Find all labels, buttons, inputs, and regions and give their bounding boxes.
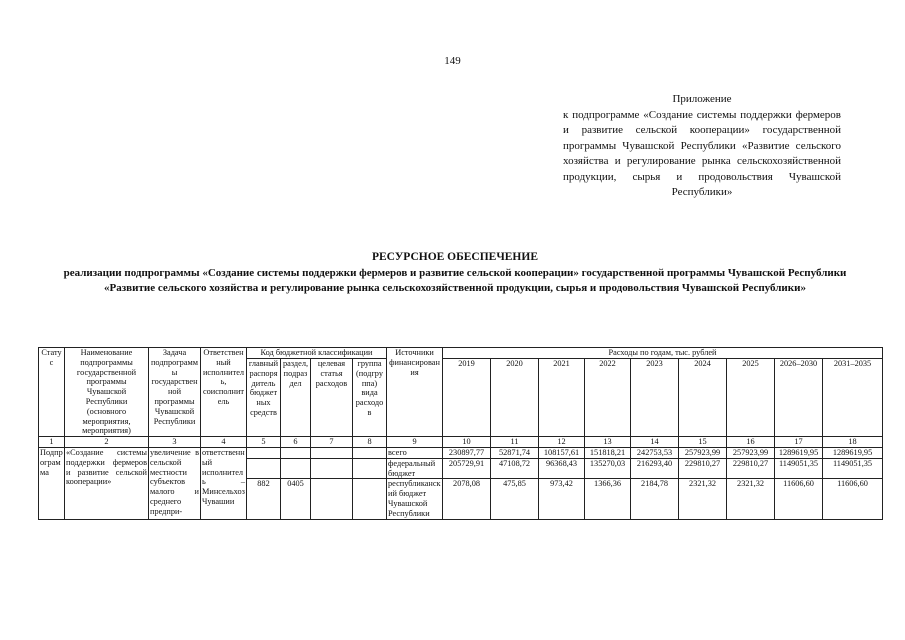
- cell-value: 475,85: [491, 479, 539, 519]
- cell-value: 2184,78: [631, 479, 679, 519]
- cell-value: 47108,72: [491, 458, 539, 479]
- appendix-title: Приложение: [672, 93, 732, 105]
- column-number-row: [39, 437, 883, 448]
- cell-value: 1289619,95: [823, 447, 883, 458]
- column-number: 15: [679, 437, 727, 448]
- cell-value: 257923,99: [679, 447, 727, 458]
- heading-title: РЕСУРСНОЕ ОБЕСПЕЧЕНИЕ: [371, 251, 538, 263]
- column-number: 18: [823, 437, 883, 448]
- cell-target: [311, 479, 353, 519]
- cell-value: 135270,03: [585, 458, 631, 479]
- column-number: 3: [149, 437, 201, 448]
- cell-grbs: [247, 458, 281, 479]
- resource-table: [38, 347, 883, 520]
- column-number: 9: [387, 437, 443, 448]
- cell-section: [281, 458, 311, 479]
- cell-value: 1289619,95: [775, 447, 823, 458]
- header-expenses: Расходы по годам, тыс. рублей: [443, 348, 883, 359]
- column-number: 14: [631, 437, 679, 448]
- header-year: 2021: [539, 359, 585, 437]
- table-row: [39, 447, 883, 458]
- header-year: 2023: [631, 359, 679, 437]
- header-grbs: главный распорядитель бюджетных средств: [247, 359, 281, 437]
- header-task: Задача подпрограммы государственной программы Чувашской Республики: [149, 348, 201, 437]
- header-year: 2026–2030: [775, 359, 823, 437]
- row-task: увеличение в сельской местности субъектов малого и среднего предпри-: [149, 447, 201, 519]
- row-name: «Создание системы поддержки фермеров и развитие сельской кооперации»: [65, 447, 149, 519]
- header-year: 2020: [491, 359, 539, 437]
- cell-value: 973,42: [539, 479, 585, 519]
- column-number: 1: [39, 437, 65, 448]
- column-number: 8: [353, 437, 387, 448]
- header-sources: Источники финансирования: [387, 348, 443, 437]
- cell-section: 0405: [281, 479, 311, 519]
- header-executor: Ответственный исполнитель, соисполнитель: [201, 348, 247, 437]
- cell-value: 11606,60: [823, 479, 883, 519]
- cell-section: [281, 447, 311, 458]
- cell-value: 1149051,35: [823, 458, 883, 479]
- header-target: целевая статья расходов: [311, 359, 353, 437]
- cell-value: 229810,27: [679, 458, 727, 479]
- cell-value: 108157,61: [539, 447, 585, 458]
- document-heading: [55, 250, 855, 297]
- cell-value: 242753,53: [631, 447, 679, 458]
- cell-value: 229810,27: [727, 458, 775, 479]
- cell-group: [353, 479, 387, 519]
- column-number: 17: [775, 437, 823, 448]
- row-executor: ответственный исполнитель – Минсельхоз Чувашии: [201, 447, 247, 519]
- cell-value: 216293,40: [631, 458, 679, 479]
- page-number: 149: [444, 55, 461, 67]
- cell-source: федеральный бюджет: [387, 458, 443, 479]
- column-number: 11: [491, 437, 539, 448]
- cell-value: 1149051,35: [775, 458, 823, 479]
- cell-value: 1366,36: [585, 479, 631, 519]
- header-status: Статус: [39, 348, 65, 437]
- cell-group: [353, 447, 387, 458]
- row-status: Подпрограмма: [39, 447, 65, 519]
- header-year: 2031–2035: [823, 359, 883, 437]
- cell-value: 2078,08: [443, 479, 491, 519]
- cell-value: 11606,60: [775, 479, 823, 519]
- header-year: 2019: [443, 359, 491, 437]
- cell-value: 205729,91: [443, 458, 491, 479]
- cell-value: 2321,32: [727, 479, 775, 519]
- cell-grbs: 882: [247, 479, 281, 519]
- header-year: 2022: [585, 359, 631, 437]
- header-group: группа (подгруппа) вида расходов: [353, 359, 387, 437]
- header-year: 2024: [679, 359, 727, 437]
- cell-value: 230897,77: [443, 447, 491, 458]
- column-number: 6: [281, 437, 311, 448]
- cell-value: 2321,32: [679, 479, 727, 519]
- column-number: 7: [311, 437, 353, 448]
- column-number: 4: [201, 437, 247, 448]
- cell-target: [311, 447, 353, 458]
- appendix-block: [563, 92, 841, 201]
- cell-grbs: [247, 447, 281, 458]
- column-number: 16: [727, 437, 775, 448]
- column-number: 5: [247, 437, 281, 448]
- cell-value: 257923,99: [727, 447, 775, 458]
- cell-source: всего: [387, 447, 443, 458]
- cell-value: 52871,74: [491, 447, 539, 458]
- cell-group: [353, 458, 387, 479]
- header-budget-code: Код бюджетной классификации: [247, 348, 387, 359]
- header-name: Наименование подпрограммы государственной программы Чувашской Республики (основного мероприятия, мероприятия): [65, 348, 149, 437]
- column-number: 2: [65, 437, 149, 448]
- column-number: 13: [585, 437, 631, 448]
- appendix-text: к подпрограмме «Создание системы поддержки фермеров и развитие сельской кооперации» государственной программы Чувашской Республики «Развитие сельского хозяйства и регулирование рынка сельскохозяйственной продукции, сырья и продовольствия Чувашской Республики»: [563, 108, 841, 198]
- heading-subtitle: реализации подпрограммы «Создание системы поддержки фермеров и развитие сельской кооперации» государственной программы Чувашской Республики «Развитие сельского хозяйства и регулирование рынка сельскохозяйственной продукции, сырья и продовольствия Чувашской Республики»: [63, 266, 847, 294]
- cell-value: 96368,43: [539, 458, 585, 479]
- cell-value: 151818,21: [585, 447, 631, 458]
- header-section: раздел, подраздел: [281, 359, 311, 437]
- column-number: 12: [539, 437, 585, 448]
- header-year: 2025: [727, 359, 775, 437]
- cell-source: республиканский бюджет Чувашской Республики: [388, 479, 441, 518]
- column-number: 10: [443, 437, 491, 448]
- cell-target: [311, 458, 353, 479]
